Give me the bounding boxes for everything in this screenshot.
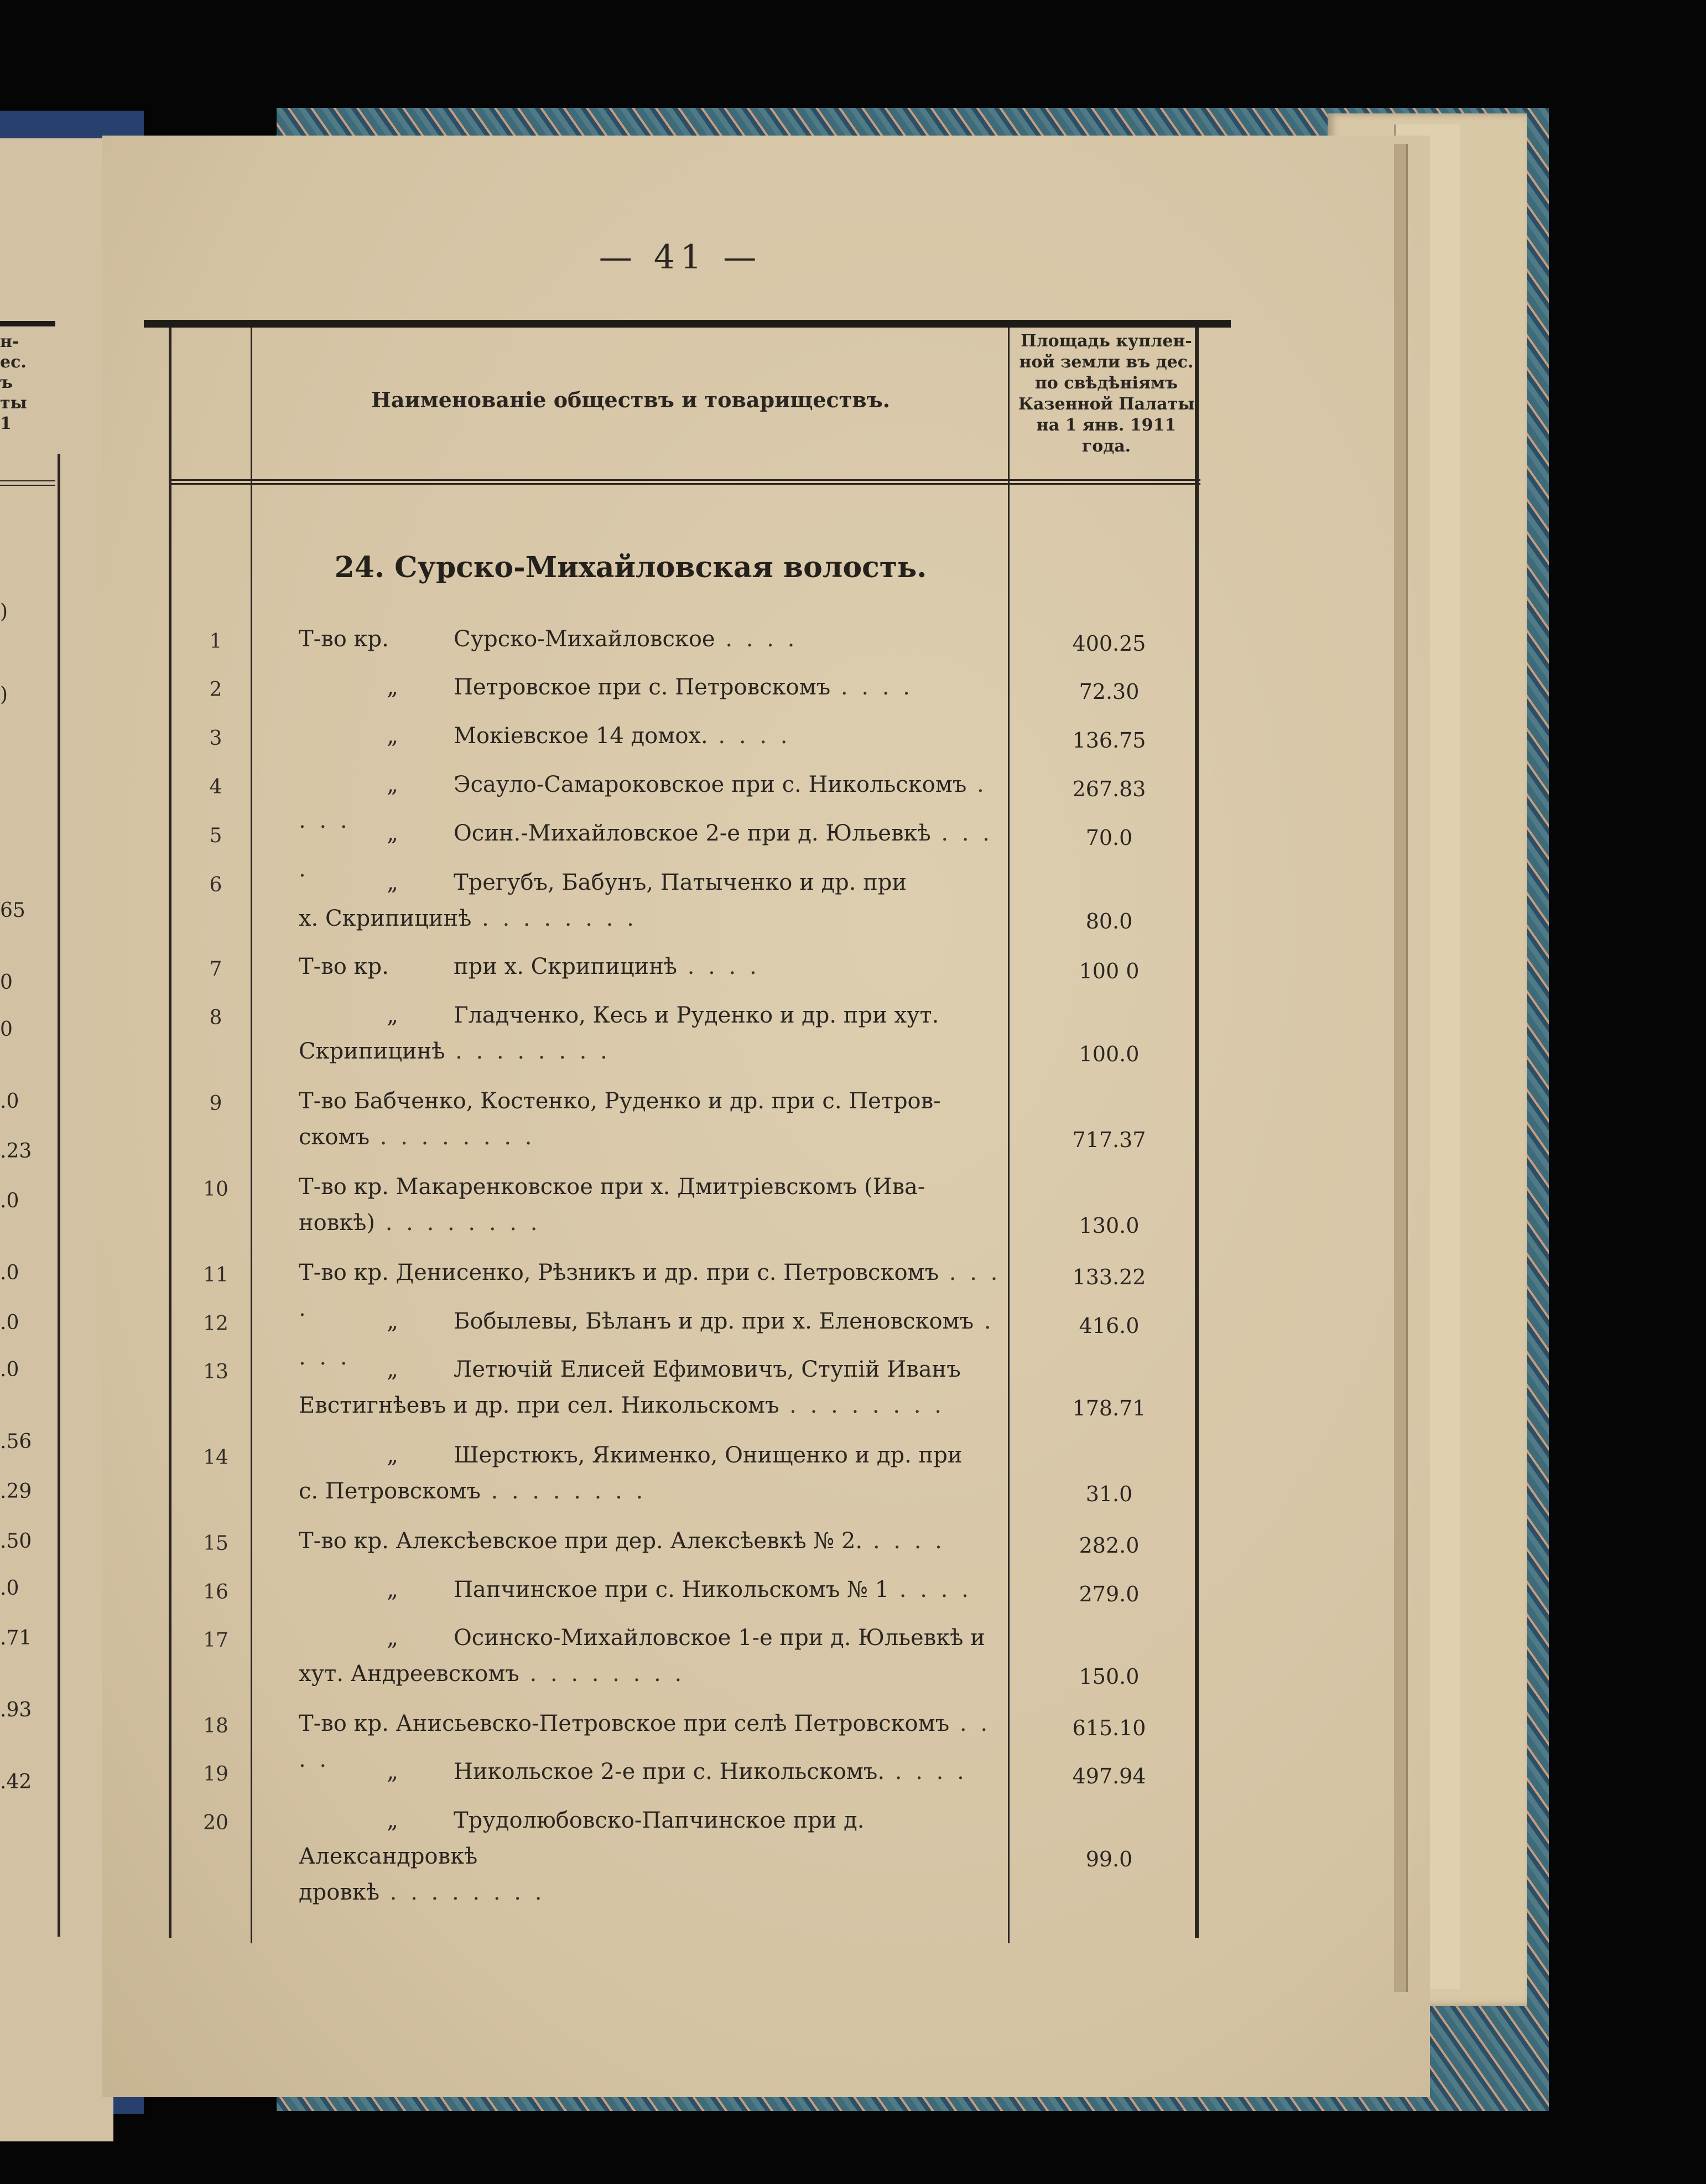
left-page-value: 65	[0, 899, 25, 922]
row-number: 20	[203, 1812, 228, 1834]
row-name	[299, 718, 1004, 754]
column-header-area-line: Площадь куплен-	[1021, 331, 1192, 351]
left-page-value: 0	[0, 1018, 13, 1041]
row-number: 11	[203, 1264, 228, 1286]
table-row	[0, 1808, 1361, 1905]
column-header-area-line: Казенной Палаты	[1018, 395, 1195, 414]
row-name-line: Трудолюбовско-Папчинское при д. Александровкѣ	[299, 1808, 865, 1869]
row-area-value: 80.0	[1085, 909, 1133, 933]
row-name-line: Сурско-Михайловское	[454, 626, 715, 652]
row-name-line: Евстигнѣевъ и др. при сел. Никольскомъ	[299, 1393, 779, 1418]
row-name-line: Т-во кр. Макаренковское при х. Дмитріевскомъ (Ива-	[299, 1174, 925, 1200]
row-name	[299, 1572, 1004, 1608]
left-header-fragment-line: н-	[0, 332, 19, 351]
column-header-area-line: по свѣдѣніямъ	[1034, 373, 1178, 393]
row-area-value: 70.0	[1085, 826, 1133, 850]
leader-dots: . . . .	[708, 723, 791, 749]
table-row	[0, 870, 1361, 933]
column-header-area-line: года.	[1081, 437, 1131, 456]
table-row	[0, 1530, 1361, 1574]
table-row	[0, 1174, 1361, 1238]
row-lead: „	[387, 1357, 398, 1382]
row-number: 18	[203, 1715, 228, 1737]
number-column-divider	[251, 328, 252, 1943]
row-name	[299, 1620, 1004, 1692]
table-row	[0, 772, 1361, 833]
column-header-area	[1012, 331, 1200, 457]
table-row	[0, 1579, 1361, 1623]
row-number: 6	[209, 874, 222, 896]
row-lead: „	[387, 1759, 398, 1784]
leader-dots: . . . . . . . .	[445, 1039, 611, 1064]
row-area-value: 282.0	[1079, 1533, 1140, 1558]
row-lead: „	[387, 821, 398, 846]
table-row	[0, 1761, 1361, 1805]
row-name-line: Летючій Елисей Ефимовичъ, Ступій Иванъ	[454, 1357, 961, 1382]
leader-dots: . . . . . . . .	[519, 1661, 685, 1687]
row-number: 10	[203, 1178, 228, 1201]
row-name-line: Т-во кр. Денисенко, Рѣзникъ и др. при с. Петровскомъ	[299, 1260, 939, 1285]
column-header-name: Наименованіе обществъ и товариществъ.	[371, 387, 891, 412]
left-page-value: .0	[0, 1190, 19, 1212]
table-row	[0, 821, 1361, 882]
row-name	[299, 1083, 1004, 1155]
table-row	[0, 1260, 1361, 1321]
table-row	[0, 628, 1361, 672]
row-name-line: хут. Андреевскомъ	[299, 1661, 519, 1687]
row-name-line: скомъ	[299, 1124, 370, 1150]
row-number: 9	[209, 1092, 222, 1115]
row-name-line: Т-во кр. Анисьевско-Петровское при селѣ Петровскомъ	[299, 1711, 950, 1736]
column-header-area-line: на 1 янв. 1911	[1036, 416, 1177, 435]
row-name-line: новкѣ)	[299, 1210, 375, 1236]
row-name-line: Никольское 2-е при с. Никольскомъ.	[454, 1759, 885, 1784]
left-page-value: .0	[0, 1262, 19, 1284]
row-name	[299, 1754, 1004, 1790]
row-number: 13	[203, 1361, 228, 1383]
section-title: 24. Сурско-Михайловская волость.	[334, 551, 927, 584]
row-number: 5	[209, 824, 222, 847]
table-row	[0, 1357, 1361, 1420]
left-page-value: .56	[0, 1430, 32, 1453]
row-area-value: 400.25	[1072, 631, 1146, 656]
row-lead: „	[387, 1309, 398, 1334]
left-page-value: .0	[0, 1577, 19, 1600]
row-number: 14	[203, 1446, 228, 1469]
row-number: 15	[203, 1532, 228, 1555]
row-name-line: Гладченко, Кесь и Руденко и др. при хут.	[454, 1003, 939, 1028]
leader-dots: . . . .	[862, 1528, 945, 1554]
row-name-line: Т-во кр. Алексѣевское при дер. Алексѣевкѣ № 2.	[299, 1528, 863, 1554]
row-area-value: 416.0	[1079, 1314, 1140, 1338]
left-page-value: .50	[0, 1530, 32, 1553]
row-area-value: 72.30	[1079, 679, 1140, 704]
row-number: 19	[203, 1763, 228, 1786]
row-area-value: 497.94	[1072, 1764, 1146, 1788]
row-area-value: 615.10	[1072, 1716, 1146, 1740]
row-name	[299, 1803, 1004, 1911]
left-page-value: .71	[0, 1627, 32, 1649]
row-name-line: Бобылевы, Бѣланъ и др. при х. Еленовскомъ	[454, 1309, 974, 1334]
row-lead: Т-во кр.	[299, 626, 389, 652]
row-name-line: Шерстюкъ, Якименко, Онищенко и др. при	[454, 1443, 963, 1468]
row-area-value: 279.0	[1079, 1582, 1140, 1606]
left-header-fragment-line: 1	[0, 414, 12, 433]
row-name-line: х. Скрипицинѣ	[299, 906, 472, 931]
row-name	[299, 1438, 1004, 1509]
row-number: 1	[209, 630, 222, 653]
left-page-value: .93	[0, 1699, 32, 1721]
row-area-value: 150.0	[1079, 1664, 1140, 1689]
leader-dots: . . . .	[299, 772, 987, 833]
leader-dots: . . . . . . . .	[471, 906, 637, 931]
leader-dots: . . . .	[885, 1759, 968, 1784]
row-name-line: Осин.-Михайловское 2-е при д. Юльевкѣ	[454, 821, 931, 846]
row-lead: „	[387, 1808, 398, 1833]
row-name	[299, 1169, 1004, 1241]
row-area-value: 136.75	[1072, 728, 1146, 753]
row-name-line: Скрипицинѣ	[299, 1039, 445, 1064]
row-number: 8	[209, 1007, 222, 1029]
left-page-value: .29	[0, 1480, 32, 1503]
table-row	[0, 1625, 1361, 1689]
row-name	[299, 670, 1004, 705]
row-name-line: с. Петровскомъ	[299, 1479, 481, 1504]
left-header-fragment-line: ты	[0, 393, 27, 413]
row-area-value: 267.83	[1072, 777, 1146, 801]
row-area-value: 130.0	[1079, 1213, 1140, 1238]
row-name	[299, 1523, 1004, 1559]
left-page-value: .0	[0, 1311, 19, 1334]
table-row	[0, 676, 1361, 720]
table-row	[0, 1003, 1361, 1066]
row-name	[299, 998, 1004, 1070]
left-page-value: .23	[0, 1140, 32, 1163]
row-name-line: Петровское при с. Петровскомъ	[454, 675, 831, 700]
table-top-rule	[144, 320, 1231, 328]
row-lead: Т-во кр.	[299, 954, 389, 979]
row-area-value: 31.0	[1085, 1482, 1133, 1506]
table-row	[0, 956, 1361, 1000]
row-lead: „	[387, 723, 398, 749]
leader-dots: . . . .	[299, 1309, 995, 1370]
row-lead: „	[387, 1577, 398, 1602]
value-column-divider	[1008, 328, 1010, 1943]
row-name	[299, 1352, 1004, 1424]
leader-dots: . . . . . . . .	[375, 1210, 541, 1236]
leader-dots: . . . .	[299, 1711, 991, 1772]
leader-dots: . . . .	[299, 1260, 1001, 1321]
leader-dots: . . . .	[715, 626, 798, 652]
left-page-value: .42	[0, 1771, 32, 1793]
left-header-fragment-line: ес.	[0, 352, 27, 372]
leader-dots: . . . .	[889, 1577, 972, 1602]
row-name-line: Т-во Бабченко, Костенко, Руденко и др. при с. Петров-	[299, 1088, 941, 1114]
row-name-line: Эсауло-Самароковское при с. Никольскомъ	[454, 772, 967, 797]
row-number: 2	[209, 678, 222, 701]
row-name-line: Трегубъ, Бабунъ, Патыченко и др. при	[454, 870, 907, 895]
row-number: 3	[209, 727, 222, 750]
page-edge	[1394, 144, 1408, 1992]
row-name-line: Папчинское при с. Никольскомъ № 1	[454, 1577, 890, 1602]
page-number: — 41 —	[599, 238, 762, 277]
row-number: 4	[209, 776, 222, 798]
leader-dots: . . . .	[677, 954, 760, 979]
leader-dots: . . . .	[299, 821, 993, 882]
row-lead: „	[387, 870, 398, 895]
leader-dots: . . . .	[830, 675, 913, 700]
row-name-line: при х. Скрипицинѣ	[454, 954, 677, 979]
left-page-value: )	[0, 683, 8, 706]
table-header-rule	[169, 479, 1200, 485]
leader-dots: . . . . . . . .	[779, 1393, 945, 1418]
row-lead: „	[387, 1443, 398, 1468]
left-header-fragment-line: ъ	[0, 373, 13, 392]
table-row	[0, 725, 1361, 769]
left-page-value: )	[0, 600, 8, 623]
leader-dots: . . . . . . . .	[480, 1479, 647, 1504]
row-name-line: Мокіевское 14 домох.	[454, 723, 708, 749]
row-lead: „	[387, 772, 398, 797]
row-number: 17	[203, 1629, 228, 1652]
row-name	[299, 865, 1004, 937]
row-name	[299, 621, 1004, 657]
row-area-value: 100.0	[1079, 1042, 1140, 1066]
row-lead: „	[387, 1003, 398, 1028]
row-area-value: 100 0	[1079, 959, 1140, 983]
row-number: 7	[209, 958, 222, 981]
row-area-value: 178.71	[1072, 1396, 1146, 1420]
leader-dots: . . . . . . . .	[370, 1124, 535, 1150]
left-page-value: .0	[0, 1090, 19, 1113]
row-area-value: 99.0	[1085, 1847, 1133, 1871]
left-page-value: .0	[0, 1358, 19, 1381]
left-page-top-rule	[0, 321, 55, 326]
row-area-value: 717.37	[1072, 1128, 1146, 1152]
row-area-value: 133.22	[1072, 1265, 1146, 1289]
row-name-line: дровкѣ	[299, 1880, 379, 1905]
row-name	[299, 949, 1004, 985]
leader-dots: . . . . . . . .	[379, 1880, 545, 1905]
row-lead: „	[387, 1625, 398, 1651]
column-header-area-line: ной земли въ дес.	[1019, 352, 1194, 372]
row-number: 16	[203, 1581, 228, 1604]
left-page-header-rule	[0, 480, 55, 486]
row-number: 12	[203, 1313, 228, 1335]
row-name-line: Осинско-Михайловское 1-е при д. Юльевкѣ и	[454, 1625, 985, 1651]
left-page-value: 0	[0, 971, 13, 994]
row-lead: „	[387, 675, 398, 700]
